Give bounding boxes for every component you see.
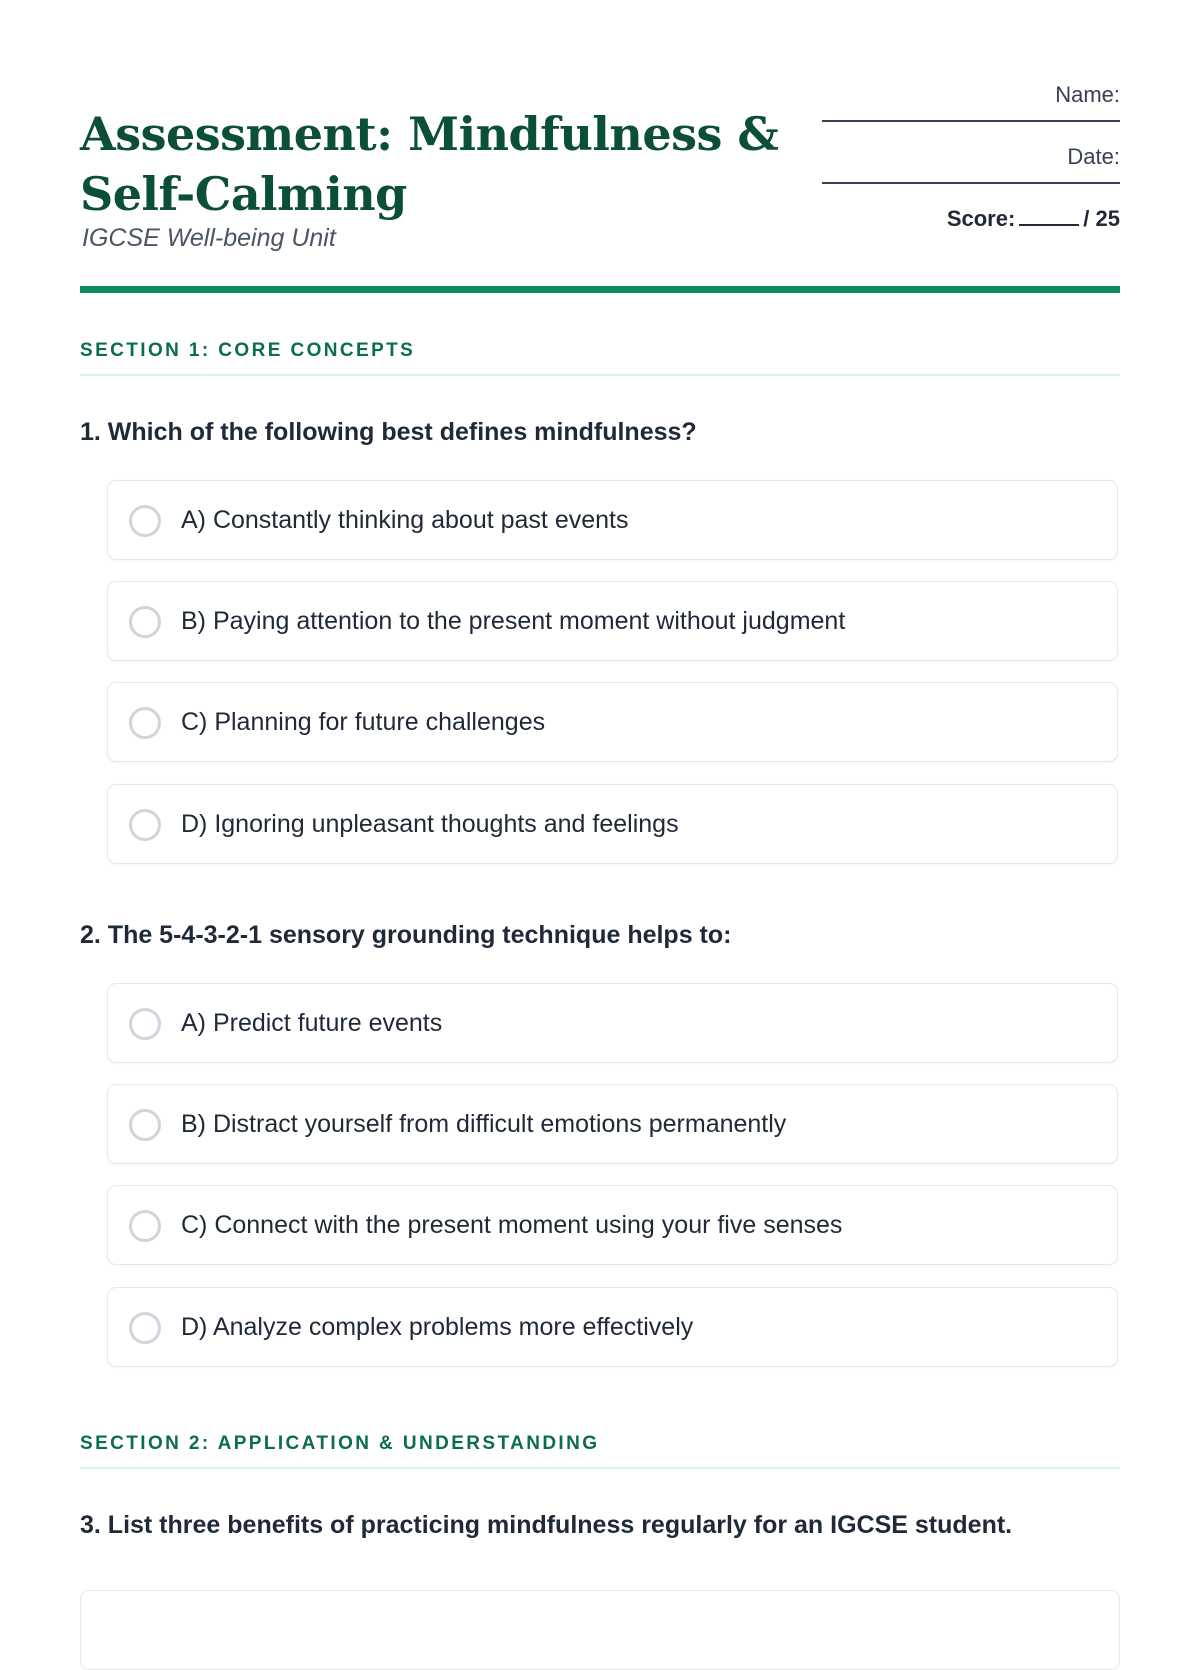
answer-option[interactable] [107,1084,1118,1164]
answer-option[interactable] [107,480,1118,560]
name-field[interactable] [822,120,1120,122]
assessment-page [80,0,1120,1600]
section-heading: SECTION 2: APPLICATION & UNDERSTANDING [80,1433,1120,1469]
answer-option[interactable] [107,581,1118,661]
page-subtitle: IGCSE Well-being Unit [82,224,336,252]
option-label: D) Ignoring unpleasant thoughts and feelings [181,810,679,838]
radio-button[interactable] [129,1109,161,1141]
answer-option[interactable] [107,1287,1118,1367]
radio-button[interactable] [129,1312,161,1344]
radio-button[interactable] [129,707,161,739]
name-label: Name: [1055,82,1120,107]
answer-option[interactable] [107,784,1118,864]
radio-button[interactable] [129,1008,161,1040]
worksheet-header [80,0,1120,294]
option-label: A) Predict future events [181,1009,443,1037]
score-field[interactable] [1019,206,1079,226]
score-total: / 25 [1083,206,1120,231]
option-label: B) Distract yourself from difficult emotions permanently [181,1110,787,1138]
question-text: 3. List three benefits of practicing mindfulness regularly for an IGCSE student. [80,1511,1013,1539]
score-line [820,204,1120,234]
date-label: Date: [1067,144,1120,169]
option-label: A) Constantly thinking about past events [181,506,629,534]
answer-textarea[interactable] [80,1590,1120,1670]
page-title: Assessment: Mindfulness & Self-Calming [80,107,779,221]
radio-button[interactable] [129,809,161,841]
header-divider [80,286,1120,293]
answer-option[interactable] [107,682,1118,762]
answer-option[interactable] [107,983,1118,1063]
option-label: C) Connect with the present moment using your five senses [181,1211,843,1239]
option-label: B) Paying attention to the present moment without judgment [181,607,846,635]
score-label: Score: [946,206,1016,231]
student-info [820,80,1120,234]
option-label: D) Analyze complex problems more effectively [181,1313,694,1341]
section-heading: SECTION 1: CORE CONCEPTS [80,340,1120,376]
date-field[interactable] [822,182,1120,184]
question-text: 1. Which of the following best defines mindfulness? [80,418,697,446]
question-text: 2. The 5-4-3-2-1 sensory grounding technique helps to: [80,921,732,949]
option-label: C) Planning for future challenges [181,708,546,736]
answer-option[interactable] [107,1185,1118,1265]
radio-button[interactable] [129,505,161,537]
radio-button[interactable] [129,606,161,638]
radio-button[interactable] [129,1210,161,1242]
